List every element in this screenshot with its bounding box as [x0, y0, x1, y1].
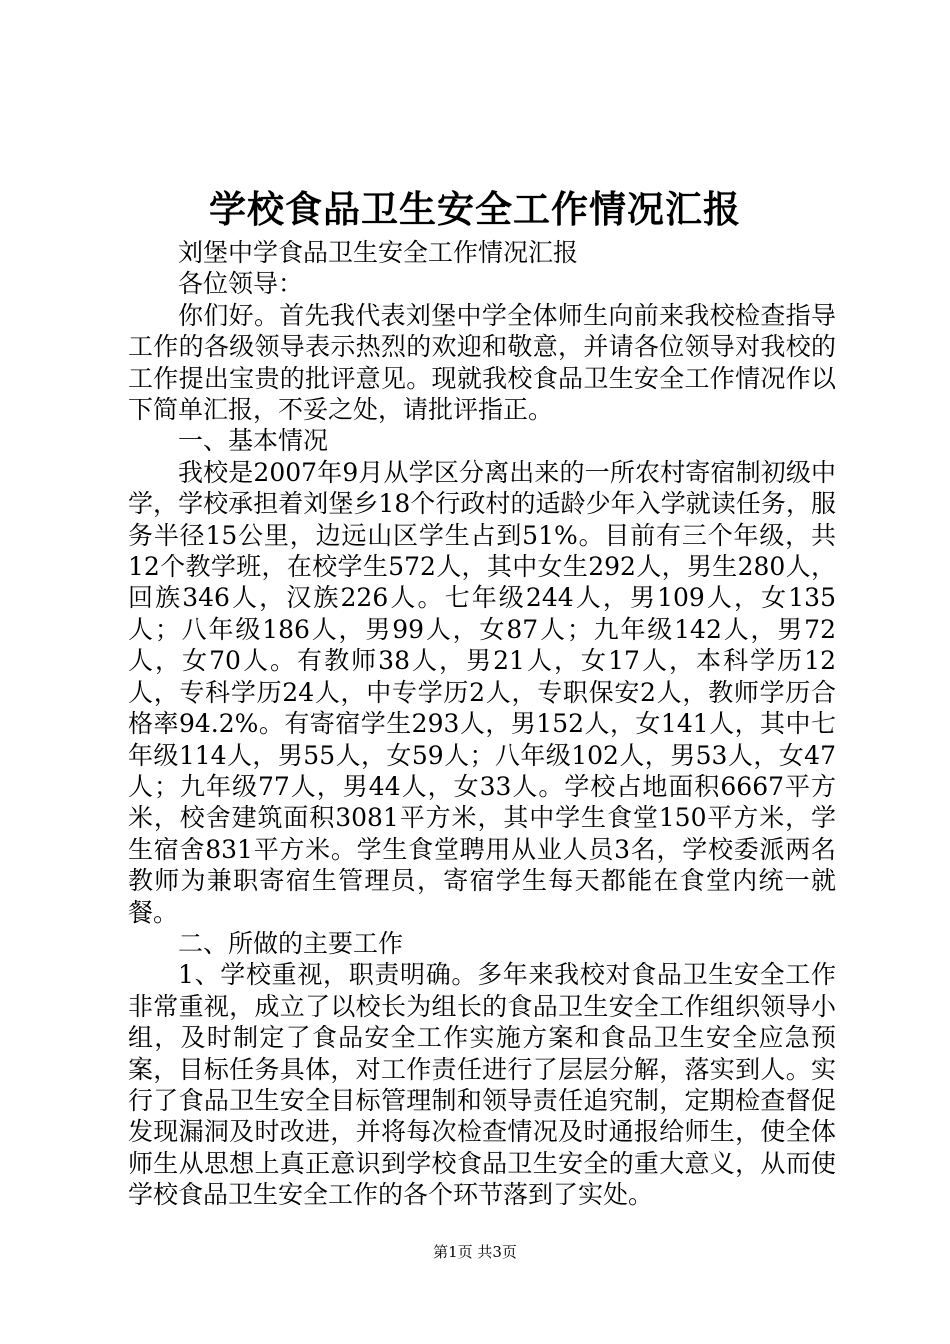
document-title: 学校食品卫生安全工作情况汇报 [209, 187, 741, 231]
section-heading-basic-info: 一、基本情况 [178, 426, 329, 456]
paragraph-main-work-1: 1、学校重视，职责明确。多年来我校对食品卫生安全工作非常重视，成立了以校长为组长的食品卫生安全工作组织领导小组，及时制定了食品安全工作实施方案和食品卫生安全应急预案，目标任务具体，对工作责任进行了层层分解，落实到人。实行了食品卫生安全目标管理制和领导责任追究制，定期检查督促发现漏洞及时改进，并将每次检查情况及时通报给师生，使全体师生从思想上真正意识到学校食品卫生安全的重大意义，从而使学校食品卫生安全工作的各个环节落到了实处。 [128, 960, 836, 1210]
paragraph-greeting: 你们好。首先我代表刘堡中学全体师生向前来我校检查指导工作的各级领导表示热烈的欢迎和敬意，并请各位领导对我校的工作提出宝贵的批评意见。现就我校食品卫生安全工作情况作以下简单汇报，不妥之处，请批评指正。 [128, 300, 836, 425]
section-heading-main-work: 二、所做的主要工作 [178, 928, 404, 958]
document-body [128, 237, 836, 1211]
paragraph-basic-info: 我校是2007年9月从学区分离出来的一所农村寄宿制初级中学，学校承担着刘堡乡18个行政村的适龄少年入学就读任务，服务半径15公里，边远山区学生占到51%。目前有三个年级，共12个教学班，在校学生572人，其中女生292人，男生280人，回族346人，汉族226人。七年级244人，男109人，女135人；八年级186人，男99人，女87人；九年级142人，男72人，女70人。有教师38人，男21人，女17人，本科学历12人，专科学历24人，中专学历2人，专职保安2人，教师学历合格率94.2%。有寄宿学生293人，男152人，女141人，其中七年级114人，男55人，女59人；八年级102人，男53人，女47人；九年级77人，男44人，女33人。学校占地面积6667平方米，校舍建筑面积3081平方米，其中学生食堂150平方米，学生宿舍831平方米。学生食堂聘用从业人员3名，学校委派两名教师为兼职寄宿生管理员，寄宿学生每天都能在食堂内统一就餐。 [128, 457, 836, 927]
paragraph-subtitle: 刘堡中学食品卫生安全工作情况汇报 [178, 238, 579, 267]
page-number: 第1页 共3页 [433, 1243, 517, 1261]
paragraph-salutation: 各位领导： [178, 269, 304, 299]
